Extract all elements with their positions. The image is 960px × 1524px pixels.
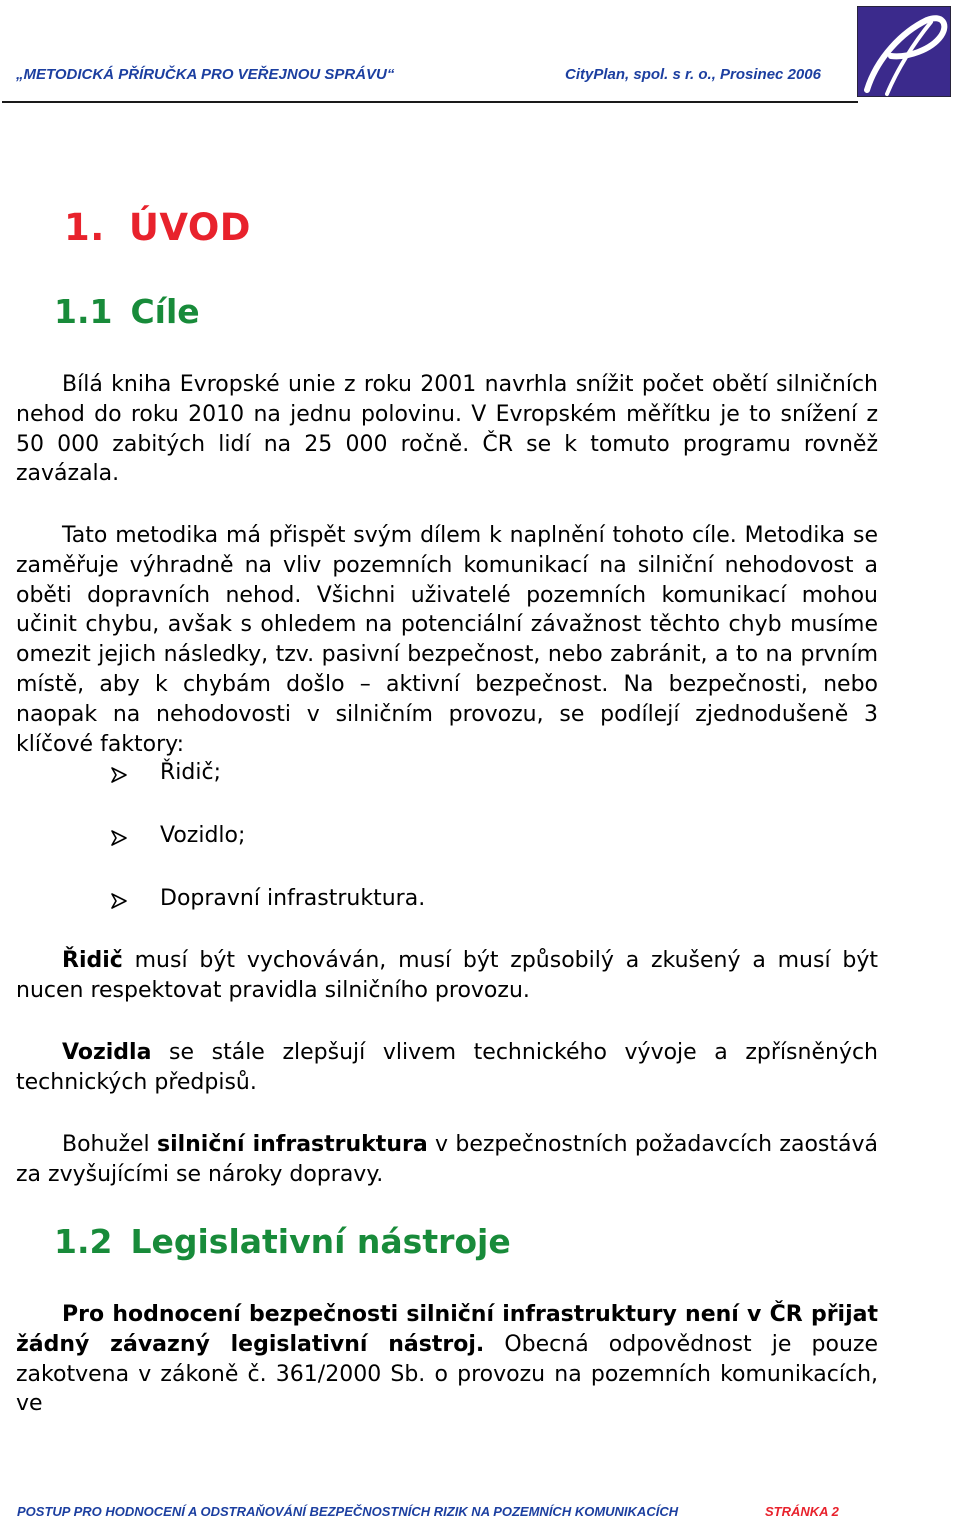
paragraph-vehicles <box>16 1038 878 1098</box>
subsection-number: 1.1 <box>54 292 113 331</box>
subsection-number: 1.2 <box>54 1222 113 1261</box>
paragraph-infrastructure <box>16 1130 878 1190</box>
paragraph-methodology: Tato metodika má přispět svým dílem k naplnění tohoto cíle. Metodika se zaměřuje výhradně na vliv pozemních komunikací na silniční nehodovost a oběti dopravních nehod. Všichni uživatelé pozemních komunikací mohou učinit chybu, avšak s ohledem na potenciální závažnost těchto chyb musíme omezit jejich následky, tzv. pasivní bezpečnost, nebo zabránit, a to na prvním místě, aby k chybám došlo – aktivní bezpečnost. Na bezpečnosti, nebo naopak na nehodovosti v silničním provozu, se podílejí zjednodušeně 3 klíčové faktory: <box>16 523 878 757</box>
arrow-bullet-icon <box>110 829 128 847</box>
list-item-text: Vozidlo; <box>160 823 246 848</box>
arrow-bullet-icon <box>110 892 128 910</box>
header-divider <box>2 101 858 103</box>
cityplan-logo-icon <box>857 6 951 97</box>
section-heading-1 <box>64 206 251 249</box>
subsection-title: Cíle <box>130 292 200 331</box>
paragraph-legislation <box>16 1300 878 1419</box>
subsection-heading-1-1 <box>54 292 200 331</box>
paragraph-text: Bohužel <box>62 1132 157 1157</box>
header-document-title: „METODICKÁ PŘÍRUČKA PRO VEŘEJNOU SPRÁVU“ <box>16 66 395 83</box>
paragraph-white-paper: Bílá kniha Evropské unie z roku 2001 navrhla snížit počet obětí silničních nehod do roku 2010 na jednu polovinu. V Evropském měřítku je to snížení z 50 000 zabitých lidí na 25 000 ročně. ČR se k tomuto programu rovněž zavázala. <box>16 372 878 487</box>
paragraph-text: se stále zlepšují vlivem technického vývoje a zpřísněných technických předpisů. <box>16 1040 878 1095</box>
paragraph-text: v bezpečnostních požadavcích zaostává za zvyšujícími se nároky dopravy. <box>16 1132 878 1187</box>
list-item-text: Dopravní infrastruktura. <box>160 886 426 911</box>
paragraph-driver <box>16 946 878 1006</box>
header-company-date: CityPlan, spol. s r. o., Prosinec 2006 <box>565 66 821 83</box>
footer-document-title: POSTUP PRO HODNOCENÍ A ODSTRAŇOVÁNÍ BEZPEČNOSTNÍCH RIZIK NA POZEMNÍCH KOMUNIKACÍCH <box>17 1504 679 1519</box>
paragraph-text: Obecná odpovědnost je pouze zakotvena v zákoně č. 361/2000 Sb. o provozu na pozemních komunikacích, ve <box>16 1331 878 1417</box>
subsection-heading-1-2 <box>54 1222 511 1261</box>
subsection-title: Legislativní nástroje <box>130 1222 511 1261</box>
section-title: ÚVOD <box>128 206 252 249</box>
footer-page-number: STRÁNKA 2 <box>765 1504 839 1519</box>
bold-statement: Pro hodnocení bezpečnosti silniční infrastruktury není v ČR přijat žádný závazný legislativní nástroj. <box>16 1302 878 1357</box>
list-item-text: Řidič; <box>160 760 221 785</box>
bold-term: silniční infrastruktura <box>156 1132 428 1157</box>
bold-term: Vozidla <box>62 1040 152 1065</box>
section-number: 1. <box>64 206 105 249</box>
bold-term: Řidič <box>62 948 123 973</box>
arrow-bullet-icon <box>110 766 128 784</box>
paragraph-text: musí být vychováván, musí být způsobilý a zkušený a musí být nucen respektovat pravidla silničního provozu. <box>16 948 878 1003</box>
